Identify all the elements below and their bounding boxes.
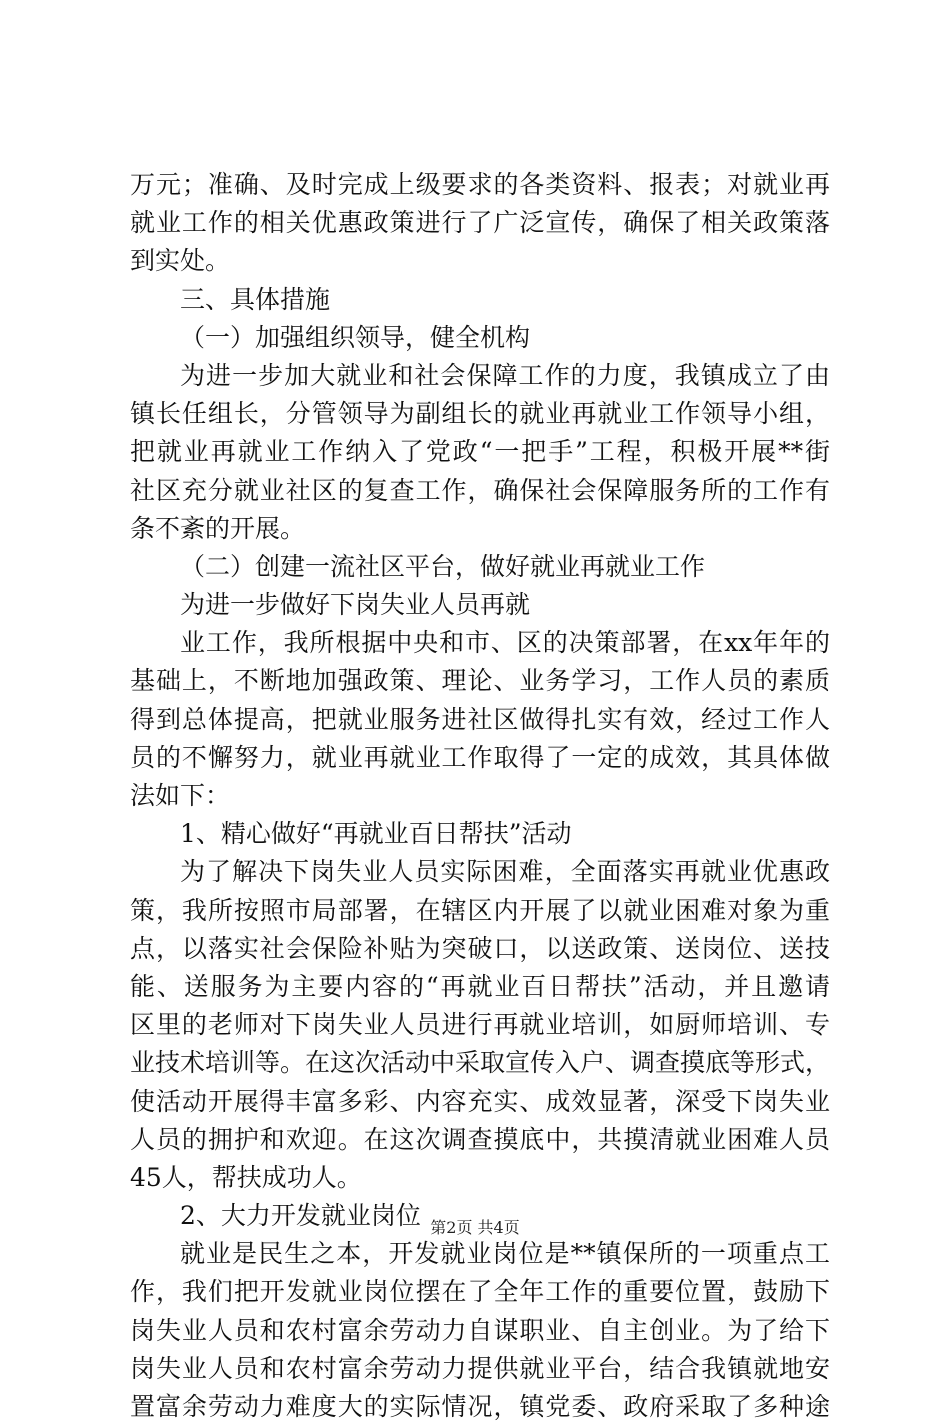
text-line: 就业工作的相关优惠政策进行了广泛宣传，确保了相关政策落 [130, 208, 830, 238]
text-line: 万元；准确、及时完成上级要求的各类资料、报表；对就业再 [130, 170, 830, 199]
page-footer: 第2页 共4页 [430, 1218, 520, 1237]
text-line: 区里的老师对下岗失业人员进行再就业培训，如厨师培训、专 [130, 1010, 830, 1040]
text-line: 45人，帮扶成功人。 [130, 1162, 362, 1192]
text-line: 人员的拥护和欢迎。在这次调查摸底中，共摸清就业困难人员 [130, 1124, 830, 1154]
text-line: 岗失业人员和农村富余劳动力提供就业平台，结合我镇就地安 [130, 1353, 830, 1383]
text-line: （一）加强组织领导，健全机构 [180, 322, 531, 352]
text-line: 使活动开展得丰富多彩、内容充实、成效显著，深受下岗失业 [130, 1086, 830, 1116]
text-line: 策，我所按照市局部署，在辖区内开展了以就业困难对象为重 [130, 895, 830, 925]
text-line: （二）创建一流社区平台，做好就业再就业工作 [180, 551, 706, 581]
text-line: 岗失业人员和农村富余劳动力自谋职业、自主创业。为了给下 [130, 1315, 830, 1345]
text-line: 得到总体提高，把就业服务进社区做得扎实有效，经过工作人 [130, 704, 830, 734]
text-line: 社区充分就业社区的复查工作，确保社会保障服务所的工作有 [130, 475, 830, 505]
text-line: 到实处。 [130, 246, 231, 276]
text-line: 为进一步做好下岗失业人员再就 [180, 590, 531, 620]
text-line: 点，以落实社会保险补贴为突破口，以送政策、送岗位、送技 [130, 933, 830, 963]
text-line: 员的不懈努力，就业再就业工作取得了一定的成效，其具体做 [130, 742, 830, 772]
text-line: 作，我们把开发就业岗位摆在了全年工作的重要位置，鼓励下 [130, 1277, 830, 1307]
text-line: 为进一步加大就业和社会保障工作的力度，我镇成立了由 [180, 360, 830, 390]
text-line: 三、具体措施 [180, 284, 331, 314]
text-line: 能、送服务为主要内容的“再就业百日帮扶”活动，并且邀请 [130, 971, 830, 1001]
text-line: 法如下： [130, 781, 231, 810]
text-line: 业技术培训等。在这次活动中采取宣传入户、调查摸底等形式， [130, 1048, 830, 1078]
text-line: 1、精心做好“再就业百日帮扶”活动 [180, 819, 572, 849]
text-line: 2、大力开发就业岗位 [180, 1201, 421, 1231]
text-line: 镇长任组长，分管领导为副组长的就业再就业工作领导小组， [130, 399, 830, 429]
text-line: 条不紊的开展。 [130, 513, 306, 543]
text-line: 业工作，我所根据中央和市、区的决策部署，在xx年年的 [180, 628, 830, 658]
text-line: 把就业再就业工作纳入了党政“一把手”工程，积极开展**街 [130, 437, 830, 467]
text-line: 基础上，不断地加强政策、理论、业务学习，工作人员的素质 [130, 666, 830, 696]
text-line: 为了解决下岗失业人员实际困难，全面落实再就业优惠政 [180, 857, 830, 887]
text-line: 就业是民生之本，开发就业岗位是**镇保所的一项重点工 [180, 1239, 830, 1269]
text-line: 置富余劳动力难度大的实际情况，镇党委、政府采取了多种途 [130, 1392, 830, 1421]
